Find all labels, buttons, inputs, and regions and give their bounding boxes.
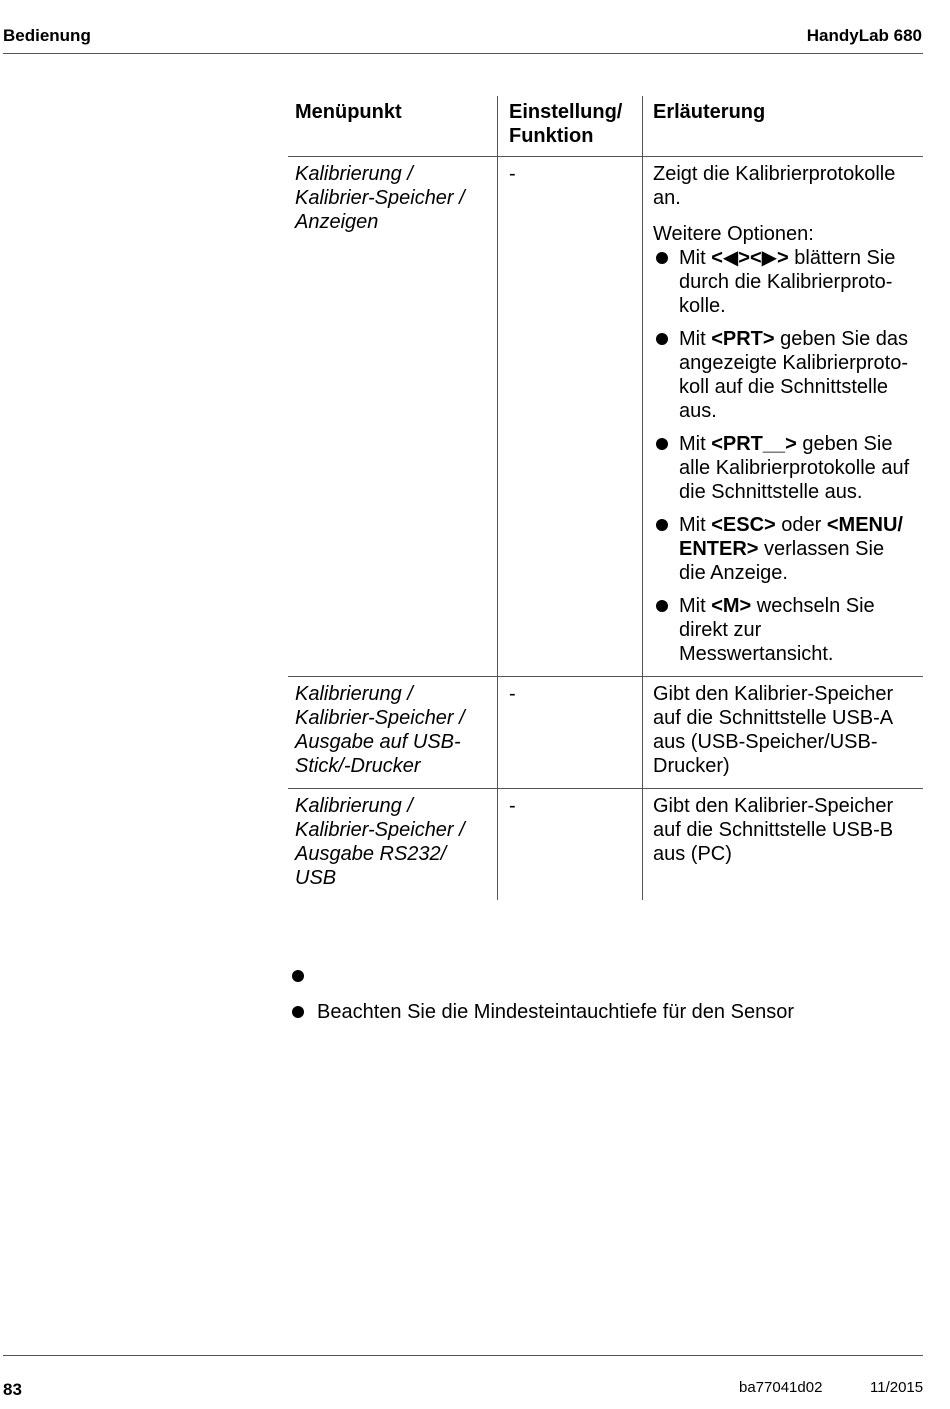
list-item xyxy=(653,327,913,423)
column-header-explanation: Erläuterung xyxy=(643,96,924,157)
bullet-icon xyxy=(656,333,668,345)
setting-cell: - xyxy=(498,157,643,677)
header-rule xyxy=(3,53,923,54)
option-text: verlassen Sie die Anzeige. xyxy=(679,538,885,584)
option-text: Mit xyxy=(679,514,712,536)
list-item xyxy=(653,594,913,666)
option-text: Mit xyxy=(679,433,712,455)
bullet-icon xyxy=(292,1006,304,1018)
list-item xyxy=(291,964,794,988)
list-item xyxy=(291,1000,794,1024)
options-list xyxy=(653,246,913,666)
table-row xyxy=(288,677,923,789)
setting-cell: - xyxy=(498,677,643,789)
list-item xyxy=(653,246,913,318)
bullet-icon xyxy=(656,519,668,531)
menu-path-cell: Kalibrierung / Kalibrier-Speicher / Ausgabe RS232/ USB xyxy=(295,795,465,889)
menu-table xyxy=(288,96,923,900)
bullet-icon xyxy=(656,252,668,264)
option-text: geben Sie das angezeigte Kalibrierproto-koll auf die Schnittstelle aus. xyxy=(679,328,909,422)
list-item xyxy=(653,513,913,585)
bullet-icon xyxy=(656,600,668,612)
table-header-row xyxy=(288,96,923,157)
option-text: wechseln Sie direkt zur Messwertansicht. xyxy=(679,595,875,665)
list-item xyxy=(653,432,913,504)
option-text: Mit xyxy=(679,595,712,617)
key-label: <M> xyxy=(711,595,752,617)
option-text: Mit xyxy=(679,328,712,350)
document-date: 11/2015 xyxy=(870,1379,924,1396)
key-label: <PRT__> xyxy=(711,433,797,455)
explanation-intro: Zeigt die Kalibrierprotokolle an. xyxy=(653,163,896,209)
header-product-name: HandyLab 680 xyxy=(806,26,922,45)
key-label: <PRT> xyxy=(711,328,775,350)
key-label: <ESC> xyxy=(711,514,776,536)
page-number: 83 xyxy=(3,1380,22,1399)
option-text: oder xyxy=(775,514,827,536)
bullet-icon xyxy=(292,970,304,982)
header-section-title: Bedienung xyxy=(3,26,91,45)
setting-cell: - xyxy=(498,789,643,901)
explanation-cell: Gibt den Kalibrier-Speicher auf die Schnittstelle USB-B aus (PC) xyxy=(643,789,924,901)
bullet-icon xyxy=(656,438,668,450)
notes-list xyxy=(291,964,794,1036)
key-label: <MENU/ ENTER> xyxy=(679,514,903,560)
explanation-cell xyxy=(643,157,924,677)
column-header-menu: Menüpunkt xyxy=(288,96,498,157)
menu-path-cell: Kalibrierung / Kalibrier-Speicher / Ausgabe auf USB- Stick/-Drucker xyxy=(288,677,498,789)
option-text: geben Sie alle Kalibrierprotokolle auf die Schnittstelle aus. xyxy=(679,433,910,503)
column-header-setting: Einstellung/ Funktion xyxy=(498,96,643,157)
table-row xyxy=(288,157,923,677)
table-row xyxy=(288,789,923,901)
menu-path-cell: Kalibrierung / Kalibrier-Speicher / Anzeigen xyxy=(288,157,498,677)
document-id: ba77041d02 xyxy=(739,1379,823,1396)
options-title: Weitere Optionen: xyxy=(653,223,814,245)
option-text: blättern Sie durch die Kalibrierproto-kolle. xyxy=(679,247,896,317)
key-label: <◀><▶> xyxy=(711,247,789,269)
footer-rule xyxy=(3,1355,923,1356)
note-text: Beachten Sie die Mindesteintauchtiefe für den Sensor xyxy=(317,1001,794,1023)
option-text: Mit xyxy=(679,247,712,269)
explanation-cell: Gibt den Kalibrier-Speicher auf die Schnittstelle USB-A aus (USB-Speicher/USB-Drucker) xyxy=(643,677,924,789)
